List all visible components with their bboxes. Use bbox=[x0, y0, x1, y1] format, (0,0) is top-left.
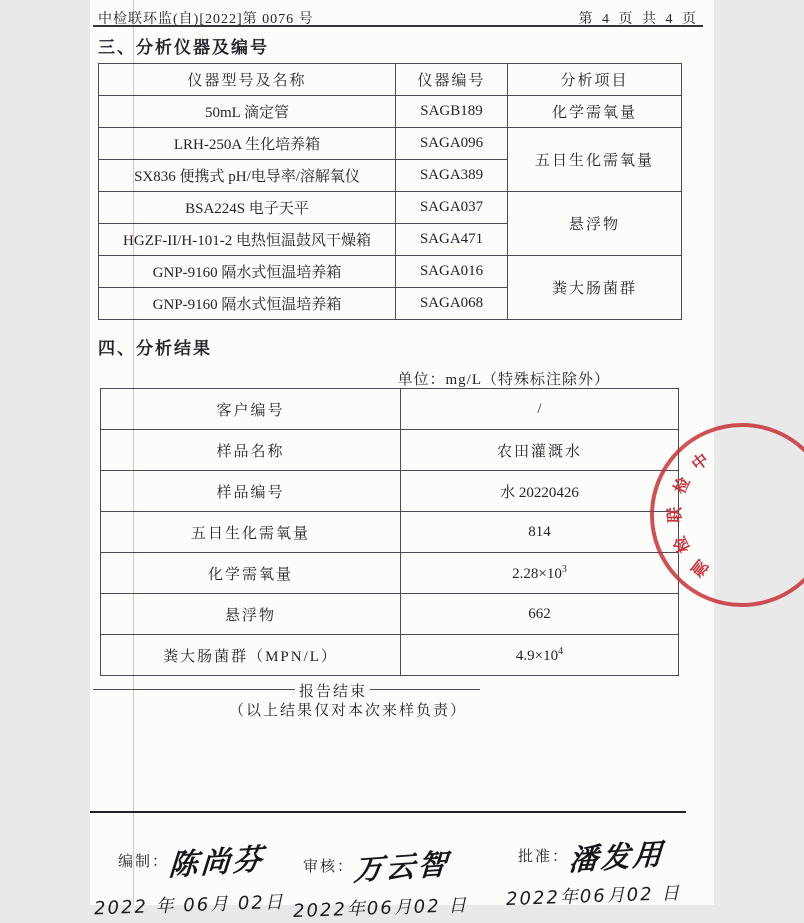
signature-role-label: 编制： bbox=[118, 854, 170, 870]
seal-character: 检 bbox=[671, 474, 694, 497]
cell-instrument: 50mL 滴定管 bbox=[99, 96, 396, 128]
document-number: 中检联环监(自)[2022]第 0076 号 bbox=[98, 12, 314, 27]
result-value: 水 20220426 bbox=[401, 471, 679, 512]
seal-character: 联 bbox=[667, 507, 684, 524]
handwritten-signature: 万云智 bbox=[352, 846, 452, 888]
cell-code: SAGA016 bbox=[396, 256, 508, 288]
cell-item: 悬浮物 bbox=[508, 192, 682, 256]
table-row bbox=[101, 635, 679, 676]
result-label: 悬浮物 bbox=[101, 594, 401, 635]
unit-note: 单位：mg/L（特殊标注除外） bbox=[397, 372, 610, 388]
section3-title: 三、分析仪器及编号 bbox=[98, 38, 269, 57]
value-base: 2.28×10 bbox=[512, 565, 562, 582]
cell-instrument: SX836 便携式 pH/电导率/溶解氧仪 bbox=[99, 160, 396, 192]
table-row bbox=[99, 128, 682, 160]
report-page bbox=[90, 0, 714, 923]
result-value bbox=[401, 553, 679, 594]
cell-code: SAGA037 bbox=[396, 192, 508, 224]
result-value: 农田灌溉水 bbox=[401, 430, 679, 471]
section4-title: 四、分析结果 bbox=[98, 339, 212, 358]
results-table bbox=[100, 388, 679, 676]
handwritten-signature: 潘发用 bbox=[567, 836, 667, 878]
col-header-code: 仪器编号 bbox=[396, 64, 508, 96]
cell-code: SAGA471 bbox=[396, 224, 508, 256]
cell-item: 五日生化需氧量 bbox=[508, 128, 682, 192]
cell-instrument: GNP-9160 隔水式恒温培养箱 bbox=[99, 256, 396, 288]
handwritten-date: 2022年06月02 日 bbox=[505, 882, 682, 911]
page-number: 第 4 页 共 4 页 bbox=[578, 12, 699, 27]
result-label: 化学需氧量 bbox=[101, 553, 401, 594]
table-row bbox=[101, 594, 679, 635]
cell-item: 粪大肠菌群 bbox=[508, 256, 682, 320]
table-row bbox=[99, 256, 682, 288]
result-value: 662 bbox=[401, 594, 679, 635]
value-exponent: 3 bbox=[561, 563, 567, 575]
page-header bbox=[93, 8, 703, 27]
result-label: 客户编号 bbox=[101, 389, 401, 430]
table-row bbox=[101, 471, 679, 512]
signature-block-reviewer bbox=[292, 845, 469, 923]
cell-item: 化学需氧量 bbox=[508, 96, 682, 128]
table-row bbox=[101, 389, 679, 430]
table-header-row bbox=[99, 64, 682, 96]
instrument-table bbox=[98, 63, 682, 320]
cell-code: SAGA096 bbox=[396, 128, 508, 160]
cell-code: SAGB189 bbox=[396, 96, 508, 128]
report-end-divider bbox=[90, 680, 714, 700]
value-exponent: 4 bbox=[558, 645, 564, 657]
cell-code: SAGA389 bbox=[396, 160, 508, 192]
handwritten-date: 2022 年 06月 02日 bbox=[93, 891, 286, 920]
col-header-item: 分析项目 bbox=[508, 64, 682, 96]
signature-block-approver bbox=[505, 835, 682, 911]
table-row bbox=[101, 512, 679, 553]
signature-block-preparer bbox=[93, 840, 286, 920]
result-value: 814 bbox=[401, 512, 679, 553]
result-label: 粪大肠菌群（MPN/L） bbox=[101, 635, 401, 676]
result-label: 样品名称 bbox=[101, 430, 401, 471]
seal-character: 检 bbox=[671, 533, 694, 556]
table-row bbox=[99, 96, 682, 128]
cell-code: SAGA068 bbox=[396, 288, 508, 320]
table-row bbox=[101, 553, 679, 594]
value-base: 4.9×10 bbox=[515, 647, 559, 664]
cell-instrument: GNP-9160 隔水式恒温培养箱 bbox=[99, 288, 396, 320]
result-label: 五日生化需氧量 bbox=[101, 512, 401, 553]
cell-instrument: HGZF-II/H-101-2 电热恒温鼓风干燥箱 bbox=[99, 224, 396, 256]
table-row bbox=[99, 192, 682, 224]
footer-rule bbox=[90, 811, 686, 813]
cell-instrument: BSA224S 电子天平 bbox=[99, 192, 396, 224]
col-header-instrument: 仪器型号及名称 bbox=[99, 64, 396, 96]
divider-line bbox=[370, 689, 480, 690]
result-value bbox=[401, 635, 679, 676]
signature-role-label: 审核： bbox=[303, 859, 355, 875]
signature-role-label: 批准： bbox=[518, 849, 570, 865]
responsibility-note: （以上结果仅对本次来样负责） bbox=[228, 703, 467, 719]
result-label: 样品编号 bbox=[101, 471, 401, 512]
table-row bbox=[101, 430, 679, 471]
seal-character: 测 bbox=[689, 555, 713, 580]
report-end-text: 报告结束 bbox=[298, 684, 367, 700]
result-value: / bbox=[401, 389, 679, 430]
divider-line bbox=[93, 689, 295, 690]
handwritten-date: 2022年06月02 日 bbox=[292, 894, 469, 923]
seal-character: 中 bbox=[689, 450, 713, 475]
handwritten-signature: 陈尚芬 bbox=[167, 841, 267, 883]
cell-instrument: LRH-250A 生化培养箱 bbox=[99, 128, 396, 160]
